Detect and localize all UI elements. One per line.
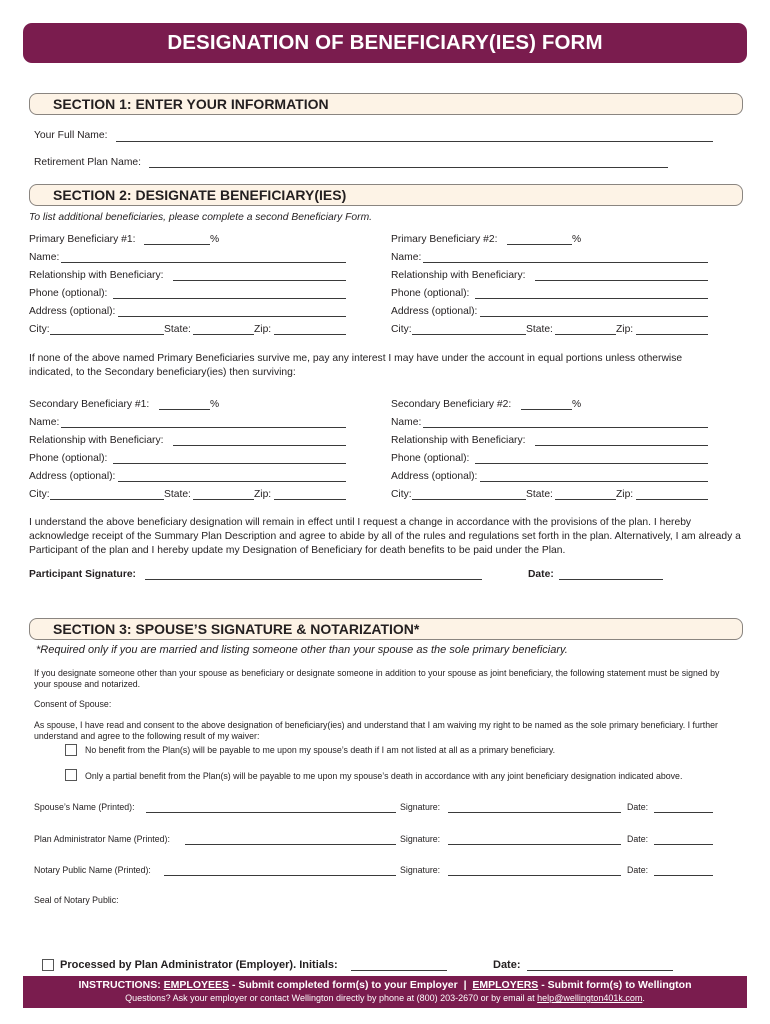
spouse-consent-text: As spouse, I have read and consent to the above designation of beneficiary(ies) and understand that I am waiving my right to be named as the sole primary beneficiary. I further understand and agree to the following result of my waiver: [34,720,718,741]
secondary-2-name-field[interactable] [423,427,708,428]
questions-line [23,992,747,1004]
partial-benefit-option-label: Only a partial benefit from the Plan(s) will be payable to me upon my spouse’s death in accordance with any joint beneficiary designation indicated above. [85,771,683,781]
address-label: Address (optional): [29,471,116,482]
secondary-beneficiary-statement: If none of the above named Primary Beneficiaries survive me, pay any interest I may have under the account in equal portions unless otherwise indicated, to the Secondary beneficiary(ies) then surviving: [29,353,683,378]
admin-name-label: Plan Administrator Name (Printed): [34,834,170,844]
questions-text: Questions? Ask your employer or contact Wellington directly by phone at (800) 203-2670 or by email at [125,993,535,1003]
partial-benefit-checkbox[interactable] [65,769,77,781]
employees-instruction: - Submit completed form(s) to your Employer [231,979,458,991]
spouse-name-field[interactable] [146,812,396,813]
instructions-footer [23,976,747,1008]
notary-name-label: Notary Public Name (Printed): [34,865,151,875]
form-title: DESIGNATION OF BENEFICIARY(IES) FORM [23,23,747,63]
city-label: City: [391,489,412,500]
full-name-label: Your Full Name: [34,130,108,141]
spouse-signature-field[interactable] [448,812,621,813]
secondary-1-state-field[interactable] [193,499,254,500]
spouse-date-field[interactable] [654,812,713,813]
primary-2-city-field[interactable] [412,334,526,335]
name-label: Name: [391,252,422,263]
secondary-1-address-field[interactable] [118,481,346,482]
spouse-name-label: Spouse’s Name (Printed): [34,802,135,812]
primary-2-state-field[interactable] [555,334,616,335]
spouse-intro-text: If you designate someone other than your spouse as beneficiary or designate someone in addition to your spouse as joint beneficiary, the following statement must be signed by your spouse and notarized. [34,668,720,689]
city-label: City: [391,324,412,335]
name-label: Name: [29,252,60,263]
primary-1-phone-field[interactable] [113,298,346,299]
instructions-line [23,979,747,992]
zip-label: Zip: [254,489,272,500]
secondary-2-phone-field[interactable] [475,463,708,464]
name-label: Name: [391,417,422,428]
secondary-2-state-field[interactable] [555,499,616,500]
email-link[interactable]: help@wellington401k.com [537,993,643,1003]
secondary-1-relationship-field[interactable] [173,445,346,446]
phone-label: Phone (optional): [29,288,108,299]
secondary-1-label: Secondary Beneficiary #1: [29,399,150,410]
address-label: Address (optional): [391,306,478,317]
zip-label: Zip: [254,324,272,335]
admin-signature-field[interactable] [448,844,621,845]
initials-field[interactable] [351,970,447,971]
section-3-header: SECTION 3: SPOUSE’S SIGNATURE & NOTARIZATION* [29,618,743,640]
phone-label: Phone (optional): [391,453,470,464]
relationship-label: Relationship with Beneficiary: [29,270,164,281]
secondary-2-label: Secondary Beneficiary #2: [391,399,512,410]
signature-label: Signature: [400,802,441,812]
no-benefit-option-label: No benefit from the Plan(s) will be payable to me upon my spouse’s death if I am not listed at all as a primary beneficiary. [85,745,556,755]
secondary-1-name-field[interactable] [61,427,346,428]
primary-2-relationship-field[interactable] [535,280,708,281]
address-label: Address (optional): [29,306,116,317]
state-label: State: [164,324,191,335]
processed-date-field[interactable] [527,970,673,971]
state-label: State: [164,489,191,500]
section-2-header: SECTION 2: DESIGNATE BENEFICIARY(IES) [29,184,743,206]
notary-name-field[interactable] [164,875,396,876]
primary-1-state-field[interactable] [193,334,254,335]
secondary-2-relationship-field[interactable] [535,445,708,446]
zip-label: Zip: [616,324,634,335]
address-label: Address (optional): [391,471,478,482]
section-1-header: SECTION 1: ENTER YOUR INFORMATION [29,93,743,115]
primary-1-percent-field[interactable] [144,244,210,245]
employers-label: EMPLOYERS [472,979,539,991]
zip-label: Zip: [616,489,634,500]
percent-sign: % [572,234,582,245]
employers-instruction: - Submit form(s) to Wellington [541,979,692,991]
state-label: State: [526,489,553,500]
signature-label: Signature: [400,834,441,844]
signature-label: Signature: [400,865,441,875]
percent-sign: % [572,399,582,410]
percent-sign: % [210,234,220,245]
secondary-1-percent-field[interactable] [159,409,210,410]
date-label: Date: [627,802,649,812]
secondary-2-city-field[interactable] [412,499,526,500]
participant-date-label: Date: [528,569,554,580]
notary-date-field[interactable] [654,875,713,876]
admin-name-field[interactable] [185,844,396,845]
primary-1-name-field[interactable] [61,262,346,263]
full-name-field[interactable] [116,141,713,142]
participant-date-field[interactable] [559,579,663,580]
primary-1-city-field[interactable] [50,334,164,335]
primary-1-zip-field[interactable] [274,334,346,335]
primary-1-address-field[interactable] [118,316,346,317]
relationship-label: Relationship with Beneficiary: [391,270,526,281]
primary-2-label: Primary Beneficiary #2: [391,234,498,245]
primary-2-address-field[interactable] [480,316,708,317]
city-label: City: [29,324,50,335]
secondary-2-percent-field[interactable] [521,409,572,410]
relationship-label: Relationship with Beneficiary: [29,435,164,446]
secondary-1-phone-field[interactable] [113,463,346,464]
secondary-1-city-field[interactable] [50,499,164,500]
phone-label: Phone (optional): [29,453,108,464]
state-label: State: [526,324,553,335]
consent-of-spouse-label: Consent of Spouse: [34,699,112,709]
plan-name-field[interactable] [149,167,668,168]
separator: | [463,979,467,991]
primary-1-relationship-field[interactable] [173,280,346,281]
processed-checkbox[interactable] [42,959,54,971]
employees-label: EMPLOYEES [163,979,230,991]
percent-sign: % [210,399,220,410]
notary-signature-field[interactable] [448,875,621,876]
acknowledgement-statement: I understand the above beneficiary designation will remain in effect until I request a change in accordance with the provisions of the plan. I hereby acknowledge receipt of the Summary Plan Description and agree to abide by all of the rules and regulations set forth in the plan. Alternatively, I am already a Participant of the plan and I hereby update my Designation of Beneficiary for death benefits to be paid under the Plan. [29,517,741,556]
participant-signature-label: Participant Signature: [29,569,136,580]
date-label: Date: [627,834,649,844]
plan-name-label: Retirement Plan Name: [34,157,142,168]
primary-2-percent-field[interactable] [507,244,572,245]
notary-seal-label: Seal of Notary Public: [34,895,119,905]
period: . [642,993,645,1003]
secondary-2-zip-field[interactable] [636,499,708,500]
no-benefit-checkbox[interactable] [65,744,77,756]
secondary-2-address-field[interactable] [480,481,708,482]
name-label: Name: [29,417,60,428]
participant-signature-field[interactable] [145,579,482,580]
date-label: Date: [627,865,649,875]
secondary-1-zip-field[interactable] [274,499,346,500]
primary-2-name-field[interactable] [423,262,708,263]
spouse-required-note: *Required only if you are married and listing someone other than your spouse as the sole primary beneficiary. [36,644,568,656]
city-label: City: [29,489,50,500]
instructions-prefix: INSTRUCTIONS: [78,979,161,991]
processed-label: Processed by Plan Administrator (Employer). Initials: [60,959,338,971]
phone-label: Phone (optional): [391,288,470,299]
additional-beneficiaries-note: To list additional beneficiaries, please complete a second Beneficiary Form. [29,212,373,223]
processed-date-label: Date: [493,959,521,971]
primary-1-label: Primary Beneficiary #1: [29,234,136,245]
primary-2-zip-field[interactable] [636,334,708,335]
relationship-label: Relationship with Beneficiary: [391,435,526,446]
admin-date-field[interactable] [654,844,713,845]
primary-2-phone-field[interactable] [475,298,708,299]
